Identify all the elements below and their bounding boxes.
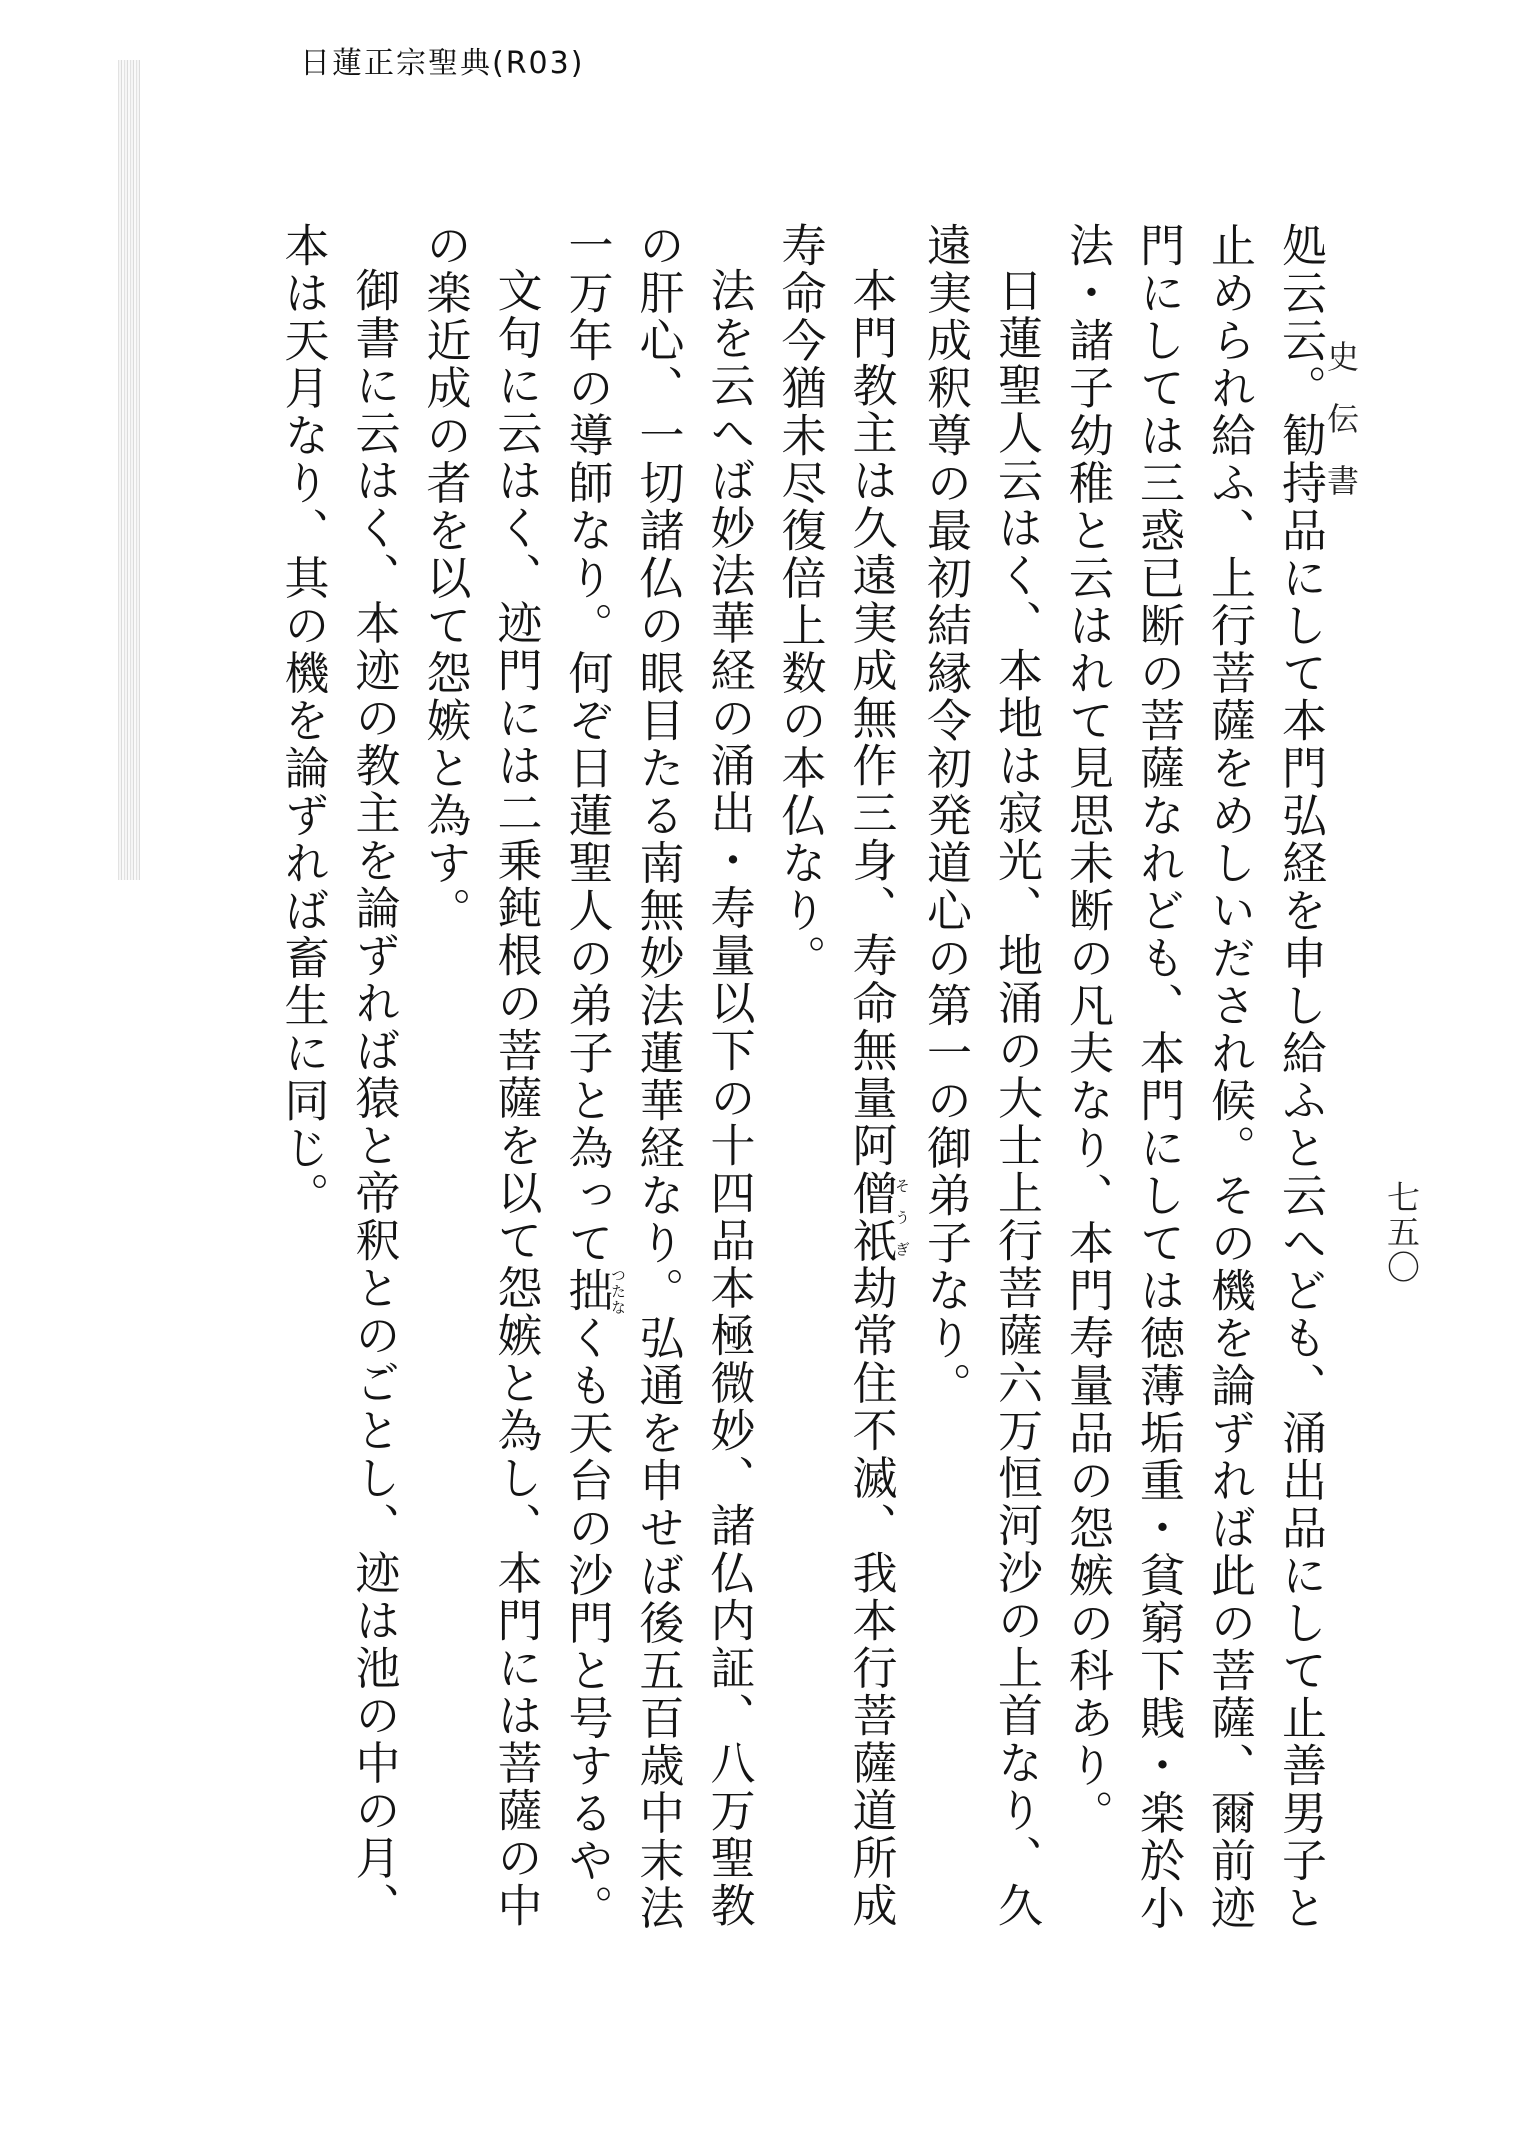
ruby-tsutana: 拙つたな (560, 1267, 627, 1315)
paragraph-1: 処云云。勧持品にして本門弘経を申し給ふと云へども、涌出品にして止善男子と止められ給ふ、上行菩薩をめしいだされ候。その機を論ずれば此の菩薩、爾前迹門にしては三惑已断の菩薩なれども、本門にしては徳薄垢重・貧窮下賎・楽於小法・諸子幼稚と云はれて見思未断の凡夫なり、本門寿量品の怨嫉の科あり。 (1061, 222, 1327, 1932)
paragraph-3 (765, 222, 911, 1932)
body-text (268, 222, 1337, 1932)
paragraph-3-part-a: 本門教主は久遠実成無作三身、寿命無量阿 (844, 267, 898, 1170)
scan-edge-shadow (118, 60, 140, 880)
book-title: 日蓮正宗聖典(R03) (300, 46, 585, 81)
paragraph-3-part-c: 劫常住不滅、我本行菩薩道所成寿命今猶未尽復倍上数の本仏なり。 (773, 222, 898, 1930)
paragraph-4-part-a: 法を云へば妙法華経の涌出・寿量以下の十四品本極微妙、諸仏内証、八万聖教の肝心、一切諸仏の眼目たる南無妙法蓮華経なり。弘通を申せば後五百歳中末法一万年の導師なり。何ぞ日蓮聖人の弟子と為って (560, 222, 756, 1932)
paragraph-2: 日蓮聖人云はく、本地は寂光、地涌の大士上行菩薩六万恒河沙の上首なり、久遠実成釈尊の最初結縁令初発道心の第一の御弟子なり。 (919, 222, 1043, 1930)
paragraph-5: 文句に云はく、迹門には二乗鈍根の菩薩を以て怨嫉と為し、本門には菩薩の中の楽近成の者を以て怨嫉と為す。 (418, 222, 543, 1930)
paragraph-4 (552, 222, 765, 1932)
running-head: 史伝書 (1322, 340, 1360, 526)
page-number: 七五〇 (1382, 1180, 1421, 1285)
paragraph-6: 御書に云はく、本迹の教主を論ずれば猿と帝釈とのごとし、迹は池の中の月、本は天月なり、其の機を論ずれば畜生に同じ。 (276, 222, 401, 1930)
ruby-sougi: 僧祇そうぎ (844, 1169, 911, 1265)
paragraph-4-part-b: くも天台の沙門と号するや。 (560, 1314, 614, 1932)
